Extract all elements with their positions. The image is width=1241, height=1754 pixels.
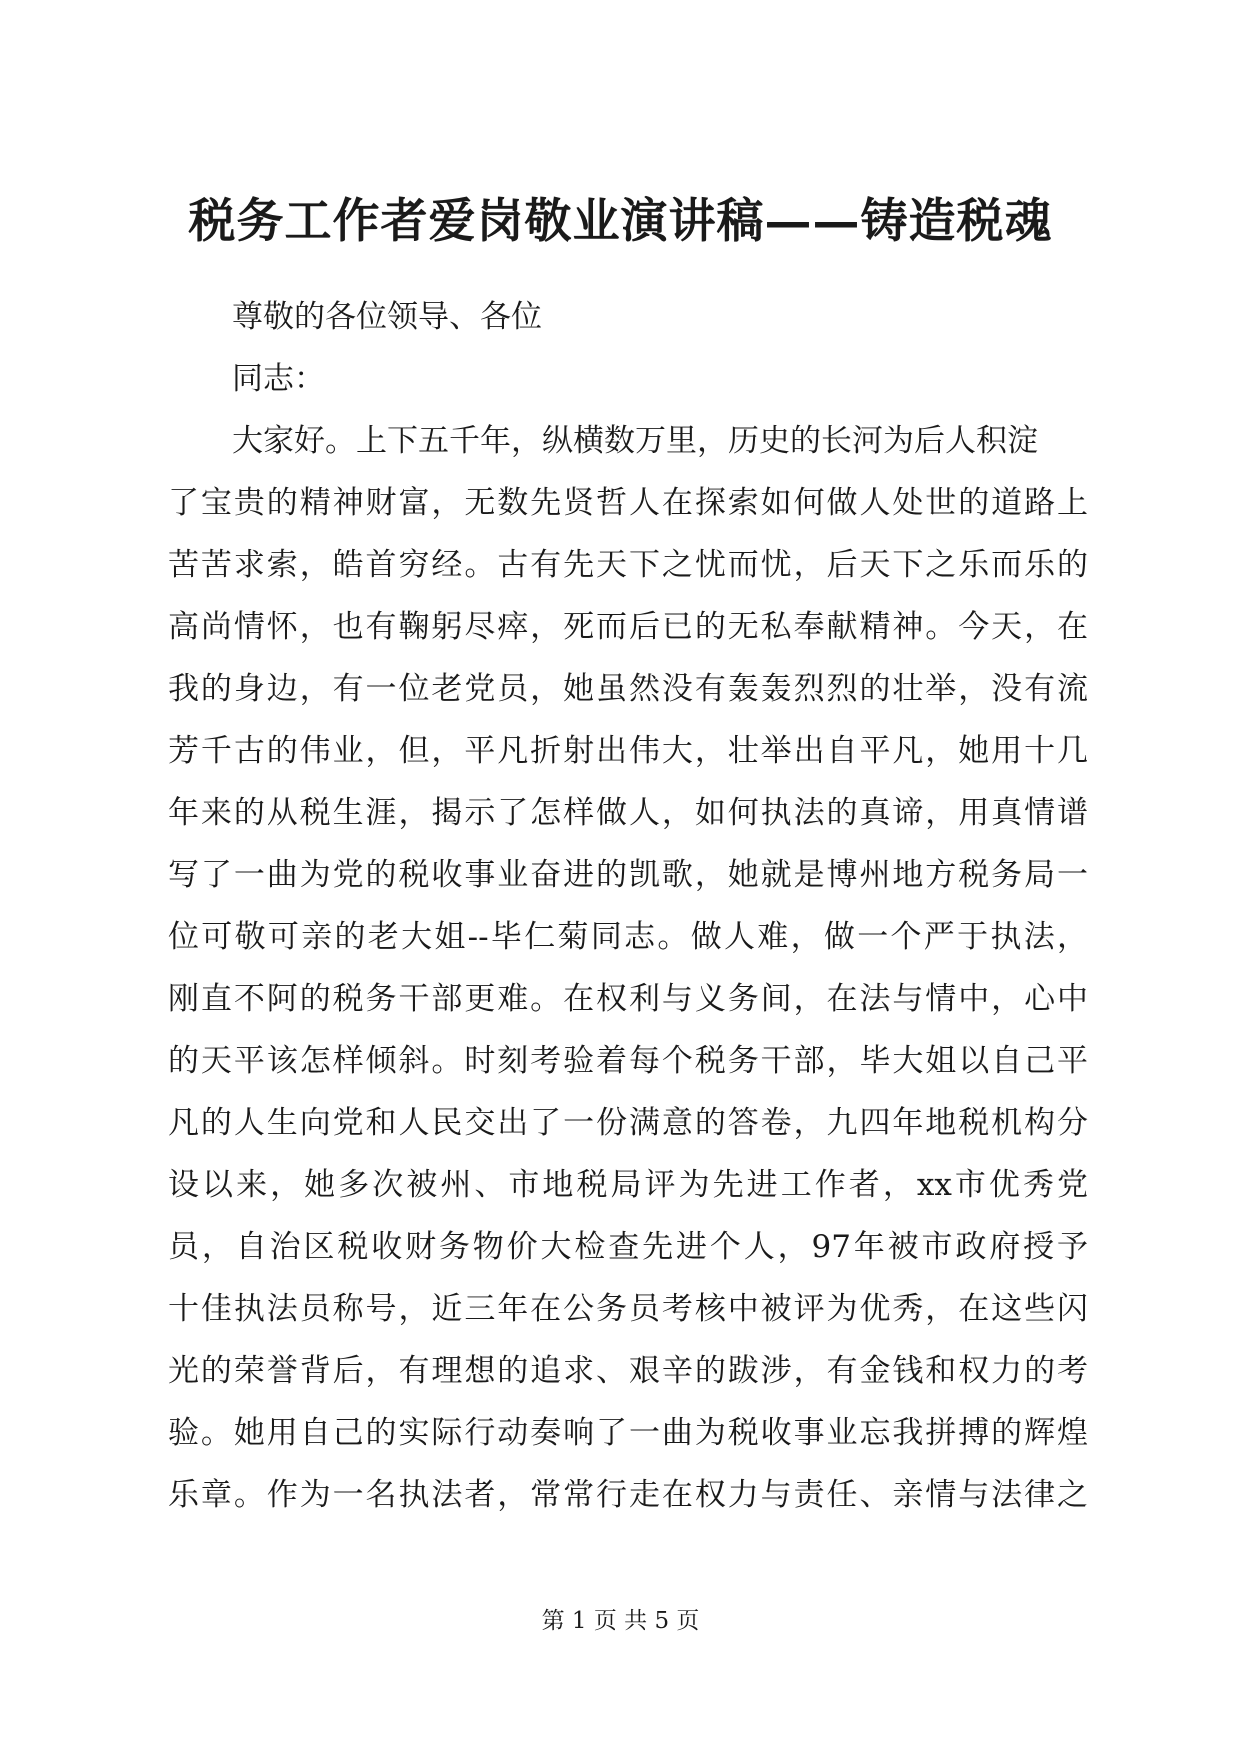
salutation-line: 尊敬的各位领导、各位 (232, 299, 542, 335)
paragraph-line: 设以来，她多次被州、市地税局评为先进工作者，xx市优秀党 (168, 1167, 1088, 1203)
paragraph-line: 年来的从税生涯，揭示了怎样做人，如何执法的真谛，用真情谱 (168, 795, 1088, 831)
page-title: 税务工作者爱岗敬业演讲稿——铸造税魂 (188, 194, 1053, 249)
paragraph-line: 验。她用自己的实际行动奏响了一曲为税收事业忘我拼搏的辉煌 (168, 1415, 1088, 1451)
salutation-line: 同志： (232, 361, 325, 397)
paragraph-line: 刚直不阿的税务干部更难。在权利与义务间，在法与情中，心中 (168, 981, 1088, 1017)
paragraph-line: 写了一曲为党的税收事业奋进的凯歌，她就是博州地方税务局一 (168, 857, 1088, 893)
paragraph-line: 十佳执法员称号，近三年在公务员考核中被评为优秀，在这些闪 (168, 1291, 1088, 1327)
paragraph-line: 苦苦求索，皓首穷经。古有先天下之忧而忧，后天下之乐而乐的 (168, 547, 1088, 583)
paragraph-line: 我的身边，有一位老党员，她虽然没有轰轰烈烈的壮举，没有流 (168, 671, 1088, 707)
paragraph-line: 芳千古的伟业，但，平凡折射出伟大，壮举出自平凡，她用十几 (168, 733, 1088, 769)
paragraph-line: 乐章。作为一名执法者，常常行走在权力与责任、亲情与法律之 (168, 1477, 1088, 1513)
paragraph-line: 凡的人生向党和人民交出了一份满意的答卷，九四年地税机构分 (168, 1105, 1088, 1141)
document-body (168, 286, 1088, 1526)
paragraph-line: 员，自治区税收财务物价大检查先进个人，97年被市政府授予 (168, 1229, 1088, 1265)
paragraph-line: 位可敬可亲的老大姐--毕仁菊同志。做人难，做一个严于执法， (168, 919, 1088, 955)
paragraph-line: 了宝贵的精神财富，无数先贤哲人在探索如何做人处世的道路上 (168, 485, 1088, 521)
paragraph-line: 光的荣誉背后，有理想的追求、艰辛的跋涉，有金钱和权力的考 (168, 1353, 1088, 1389)
paragraph-line: 的天平该怎样倾斜。时刻考验着每个税务干部，毕大姐以自己平 (168, 1043, 1088, 1079)
paragraph-line: 大家好。上下五千年，纵横数万里，历史的长河为后人积淀 (232, 423, 1038, 459)
paragraph-line: 高尚情怀，也有鞠躬尽瘁，死而后已的无私奉献精神。今天，在 (168, 609, 1088, 645)
page-footer: 第 1 页 共 5 页 (541, 1608, 700, 1634)
